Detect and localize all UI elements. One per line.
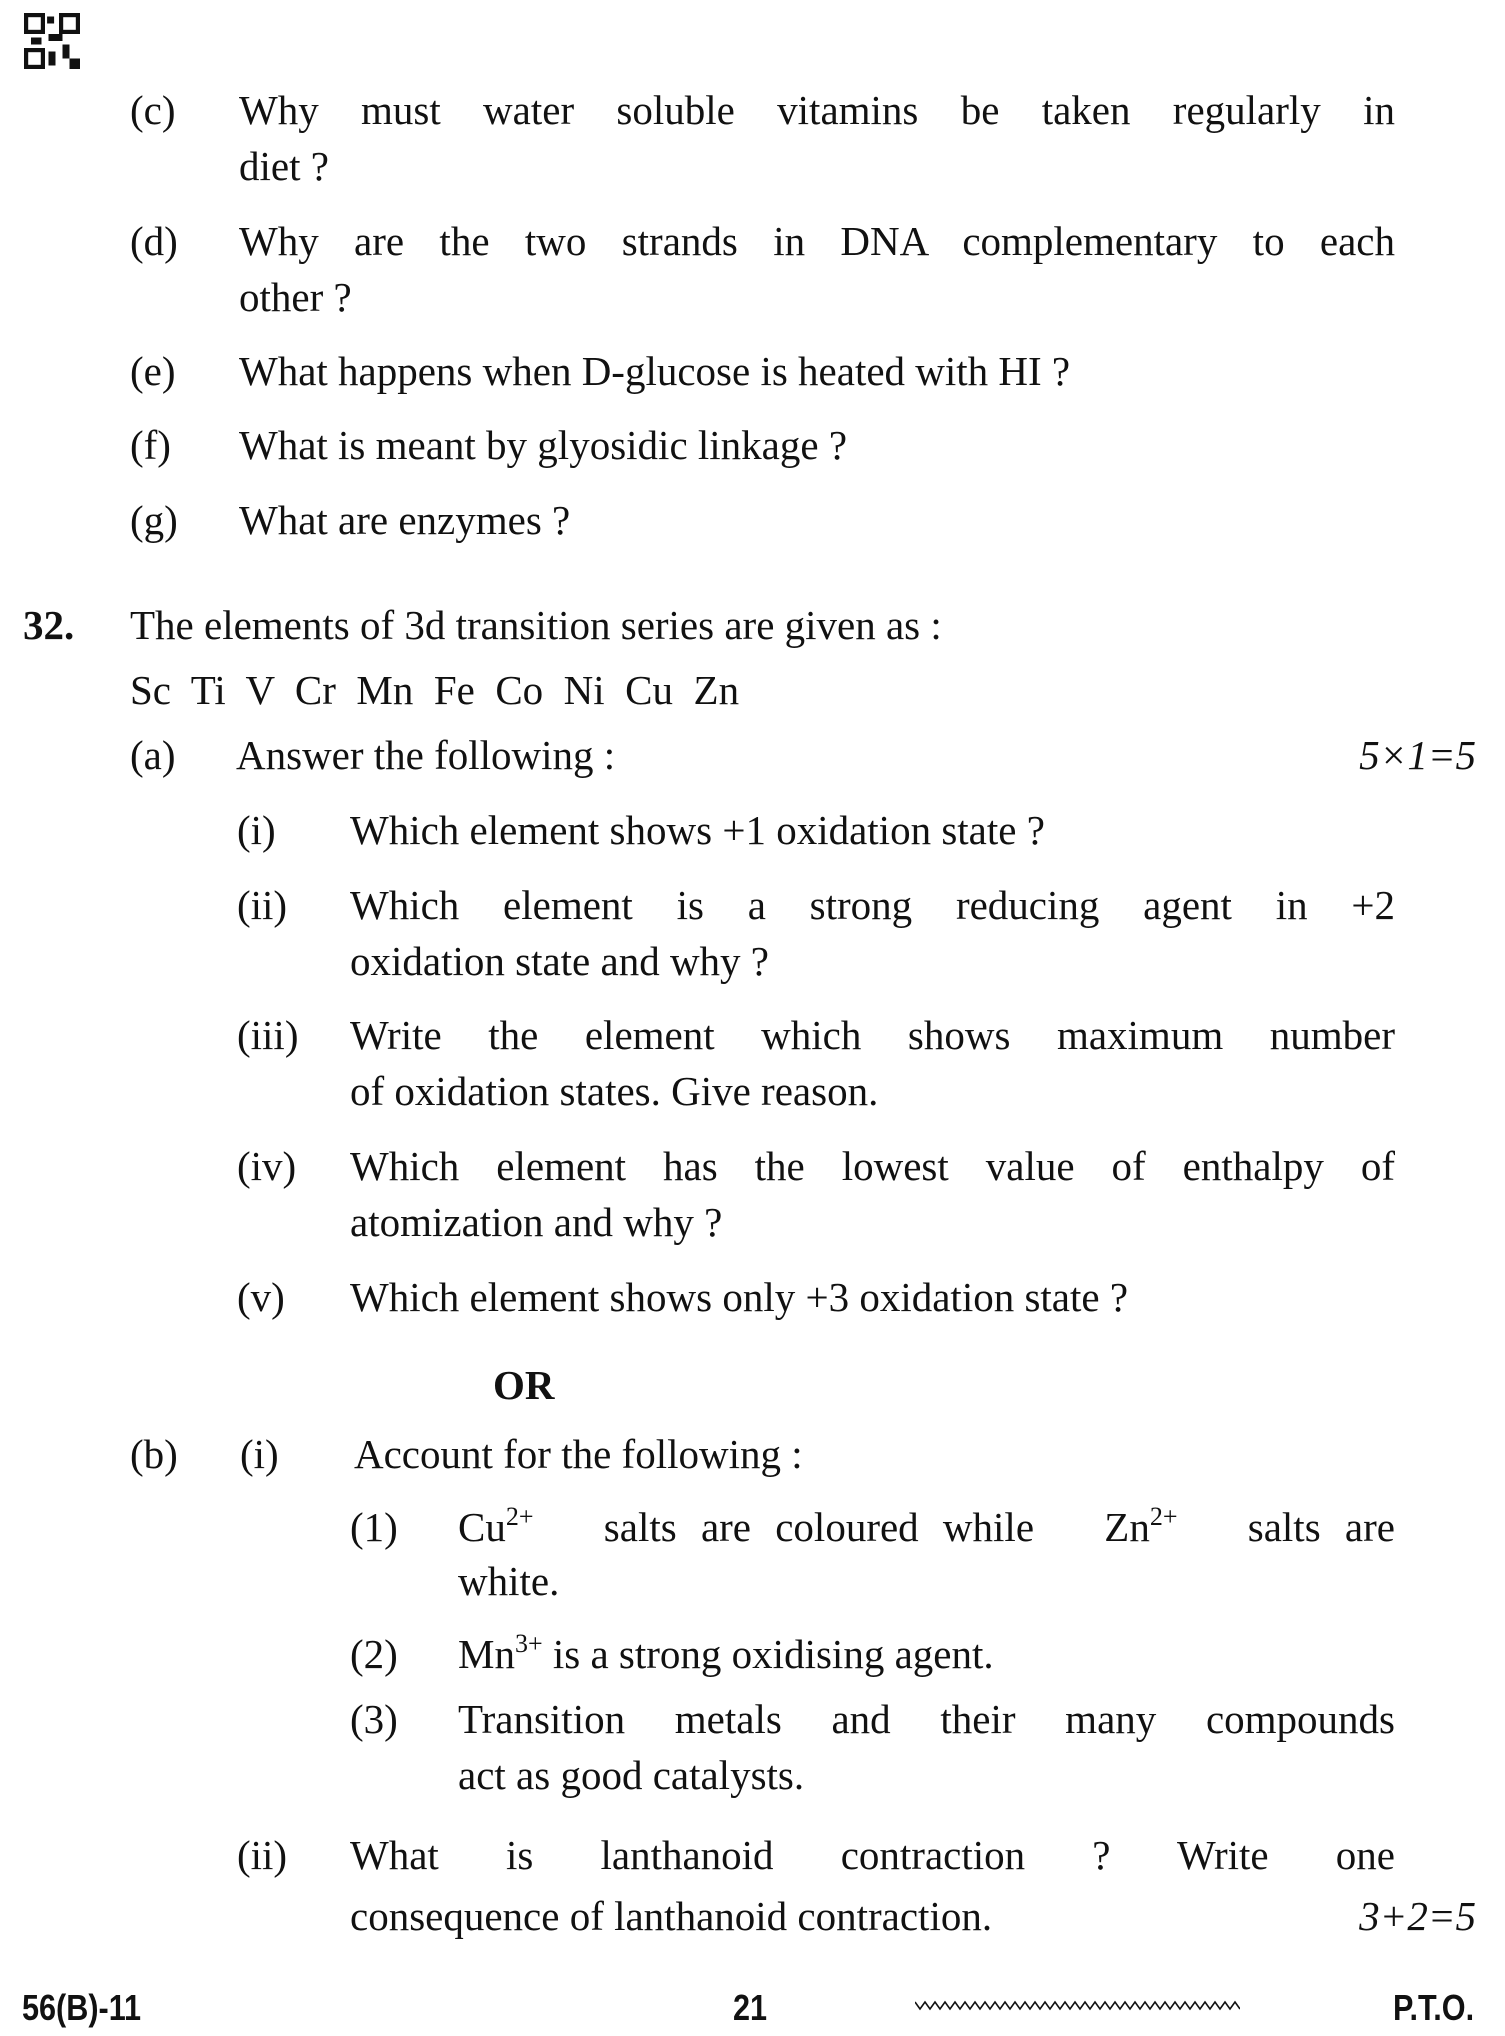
element-list: Sc Ti V Cr Mn Fe Co Ni Cu Zn <box>130 667 740 713</box>
part-g-question: What are enzymes ? <box>239 497 571 543</box>
sub-i-label: (i) <box>237 807 276 853</box>
or-separator: OR <box>493 1362 555 1408</box>
question-intro: The elements of 3d transition series are given as : <box>130 602 942 648</box>
cu-charge: 2+ <box>505 1502 534 1531</box>
part-a-text: Answer the following : <box>236 732 616 778</box>
item-1-text-cont: white. <box>458 1558 560 1604</box>
page-number: 21 <box>733 1987 768 2028</box>
sub-i-question: Which element shows +1 oxidation state ? <box>350 807 1045 853</box>
paper-code: 56(B)-11 <box>22 1987 142 2028</box>
sub-iv-question: Which element has the lowest value of enthalpy of <box>350 1143 1395 1189</box>
qr-code-icon <box>24 13 80 69</box>
part-f-question: What is meant by glyosidic linkage ? <box>239 422 848 468</box>
part-b-i-label: (i) <box>240 1431 279 1477</box>
item-1-text <box>458 1499 1395 1555</box>
sub-ii-label: (ii) <box>237 882 288 928</box>
part-b-i-text: Account for the following : <box>354 1431 803 1477</box>
mn-symbol: Mn <box>458 1631 515 1677</box>
mn-charge: 3+ <box>514 1629 543 1658</box>
part-d-question: Why are the two strands in DNA complementary to each <box>239 218 1395 264</box>
part-c-question: Why must water soluble vitamins be taken regularly in <box>239 87 1395 133</box>
sub-iii-question-cont: of oxidation states. Give reason. <box>350 1068 879 1114</box>
part-d-question-cont: other ? <box>239 274 352 320</box>
question-number: 32. <box>23 602 75 648</box>
part-b-ii-question-cont: consequence of lanthanoid contraction. <box>350 1893 993 1939</box>
sub-ii-question-cont: oxidation state and why ? <box>350 938 770 984</box>
sub-ii-question: Which element is a strong reducing agent in +2 <box>350 882 1395 928</box>
part-c-question-cont: diet ? <box>239 143 329 189</box>
part-a-marks: 5×1=5 <box>1359 732 1476 778</box>
sub-v-label: (v) <box>237 1274 285 1320</box>
sub-iii-question: Write the element which shows maximum number <box>350 1012 1395 1058</box>
zn-charge: 2+ <box>1149 1502 1178 1531</box>
sub-v-question: Which element shows only +3 oxidation state ? <box>350 1274 1129 1320</box>
item-1-mid: salts are coloured while <box>579 1504 1059 1550</box>
item-3-text-cont: act as good catalysts. <box>458 1752 805 1798</box>
cu-ion <box>458 1499 534 1555</box>
item-2-rest: is a strong oxidising agent. <box>542 1631 994 1677</box>
part-c-label: (c) <box>130 87 176 133</box>
cu-symbol: Cu <box>458 1504 506 1550</box>
zn-symbol: Zn <box>1104 1504 1150 1550</box>
part-g-label: (g) <box>130 497 178 543</box>
sub-iv-label: (iv) <box>237 1143 297 1189</box>
item-3-label: (3) <box>350 1696 398 1742</box>
part-a-label: (a) <box>130 732 176 778</box>
wavy-line-decoration <box>915 1998 1240 2012</box>
zn-ion <box>1104 1499 1177 1555</box>
item-2-label: (2) <box>350 1631 398 1677</box>
sub-iii-label: (iii) <box>237 1012 299 1058</box>
part-f-label: (f) <box>130 422 171 468</box>
part-e-question: What happens when D-glucose is heated with HI ? <box>239 348 1071 394</box>
part-d-label: (d) <box>130 218 178 264</box>
part-b-marks: 3+2=5 <box>1359 1893 1476 1939</box>
part-e-label: (e) <box>130 348 176 394</box>
sub-iv-question-cont: atomization and why ? <box>350 1199 723 1245</box>
pto-label: P.T.O. <box>1393 1987 1475 2028</box>
part-b-ii-label: (ii) <box>237 1832 288 1878</box>
part-b-ii-question: What is lanthanoid contraction ? Write one <box>350 1832 1395 1878</box>
item-2-text <box>458 1626 994 1682</box>
part-b-label: (b) <box>130 1431 178 1477</box>
item-1-end: salts are <box>1223 1504 1395 1550</box>
item-1-label: (1) <box>350 1504 398 1550</box>
item-3-text: Transition metals and their many compounds <box>458 1696 1395 1742</box>
